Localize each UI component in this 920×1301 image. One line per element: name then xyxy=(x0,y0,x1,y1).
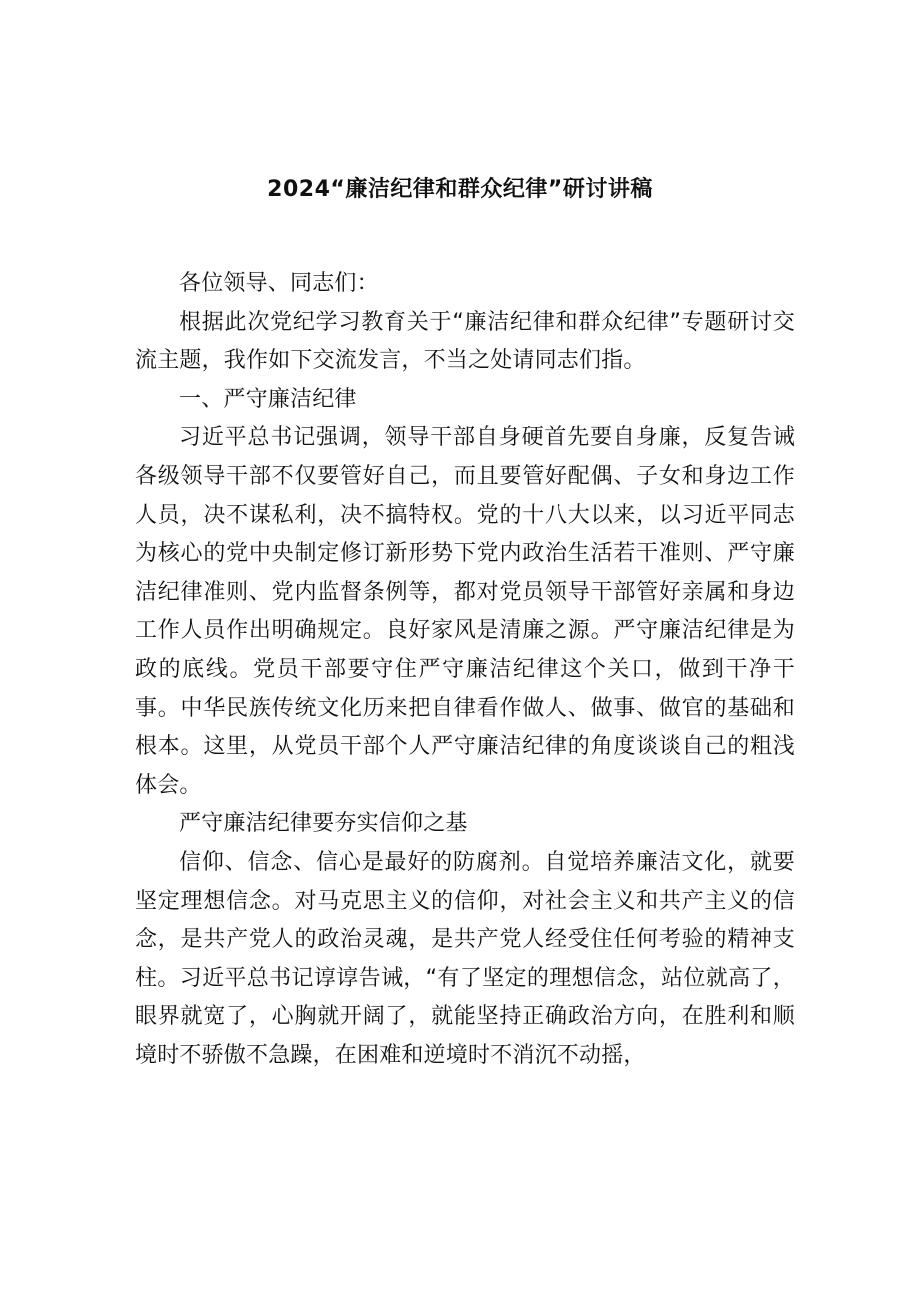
body-paragraph: 信仰、信念、信心是最好的防腐剂。自觉培养廉洁文化，就要坚定理想信念。对马克思主义的信仰，对社会主义和共产主义的信念，是共产党人的政治灵魂，是共产党人经受住任何考验的精神支柱。习近平总书记谆谆告诫，“有了坚定的理想信念，站位就高了，眼界就宽了，心胸就开阔了，就能坚持正确政治方向，在胜利和顺境时不骄傲不急躁，在困难和逆境时不消沉不动摇， xyxy=(135,849,795,1068)
section-heading-1: 一、严守廉洁纪律 xyxy=(179,386,357,412)
body-paragraph: 习近平总书记强调，领导干部自身硬首先要自身廉，反复告诫各级领导干部不仅要管好自己，而且要管好配偶、子女和身边工作人员，决不谋私利，决不搞特权。党的十八大以来，以习近平同志为核心的党中央制定修订新形势下党内政治生活若干准则、严守廉洁纪律准则、党内监督条例等，都对党员领导干部管好亲属和身边工作人员作出明确规定。良好家风是清廉之源。严守廉洁纪律是为政的底线。党员干部要守住严守廉洁纪律这个关口，做到干净干事。中华民族传统文化历来把自律看作做人、做事、做官的基础和根本。这里，从党员干部个人严守廉洁纪律的角度谈谈自己的粗浅体会。 xyxy=(135,425,795,798)
document-body xyxy=(135,265,795,1075)
document-title: 2024“廉洁纪律和群众纪律”研讨讲稿 xyxy=(267,177,653,202)
subsection-heading: 严守廉洁纪律要夯实信仰之基 xyxy=(179,811,468,837)
greeting-paragraph: 各位领导、同志们： xyxy=(179,271,379,296)
intro-paragraph: 根据此次党纪学习教育关于“廉洁纪律和群众纪律”专题研讨交流主题，我作如下交流发言，不当之处请同志们指。 xyxy=(135,309,795,374)
